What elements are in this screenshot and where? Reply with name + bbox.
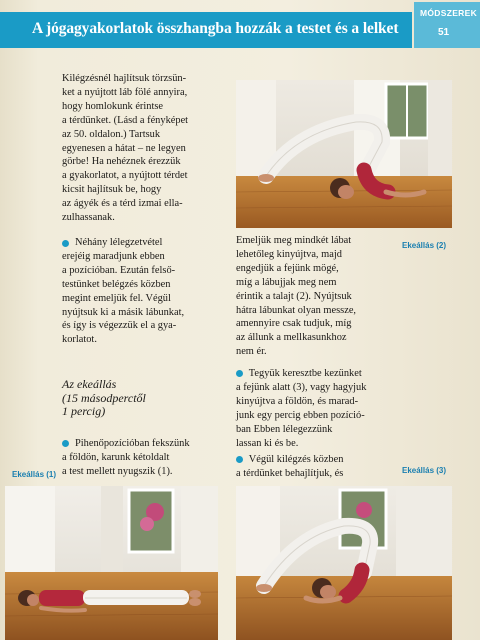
- caption-pose-2: Ekeállás (2): [402, 241, 447, 250]
- photo-plow-pose-3-image: [236, 486, 452, 640]
- caption-pose-1: Ekeállás (1): [12, 470, 57, 479]
- photo-plow-pose-1-image: [5, 486, 218, 640]
- photo-plow-pose-2-image: [236, 80, 452, 228]
- section-heading-plow: Az ekeállás (15 másodperctől 1 percig): [62, 377, 146, 418]
- right-paragraph-1: Emeljük meg mindkét lábat lehetőleg kinyújtva, majd engedjük a fejünk mögé, míg a lábujjak meg nem érintik a talajt (2). Nyújtsuk hátra lábunkat olyan messze, amennyire csak tudjuk, míg az állunk a mellkasunkhoz nem ér.: [236, 235, 357, 358]
- left-paragraph-3: Pihenőpozícióban fekszünk a földön, karunk kétoldalt a test mellett nyugszik (1).: [62, 438, 190, 477]
- photo-plow-pose-3: [236, 486, 452, 640]
- page-number: 51: [438, 27, 450, 38]
- right-paragraph-3: Végül kilégzés közben a térdünket behajlítjuk, és: [236, 454, 344, 479]
- photo-plow-pose-2: [236, 80, 452, 228]
- caption-pose-3: Ekeállás (3): [402, 466, 447, 475]
- right-paragraph-2: Tegyük keresztbe kezünket a fejünk alatt (3), vagy hagyjuk kinyújtva a földön, és marad- junk egy percig ebben pozíció- ban Ebben lélegezzünk lassan ki és be.: [236, 368, 367, 449]
- page-header-bar: [0, 12, 412, 48]
- page-title: A jógagyakorlatok összhangba hozzák a testet és a lelket: [32, 20, 399, 37]
- photo-plow-pose-1: [5, 486, 218, 640]
- section-label: MÓDSZEREK: [420, 8, 478, 18]
- left-paragraph-1: Kilégzésnél hajlítsuk törzsün- ket a nyújtott láb fölé annyira, hogy homlokunk érintse a térdünket. (Lásd a fényképet az 50. oldalon.) Tartsuk egyenesen a hátat – ne legyen görbe! Ha nehéznek érezzük a gyakorlatot, a nyújtott térdet kicsit hajlítsuk be, hogy az ágyék és a térd izmai ella- zulhassanak.: [62, 73, 189, 224]
- section-tab: [414, 2, 480, 48]
- left-paragraph-2: Néhány lélegzetvétel erejéig maradjunk ebben a pozícióban. Ezután felső- testünket belégzés közben megint emeljük fel. Végül nyújtsuk ki a másik lábunkat, és így is végezzük el a gya- korlatot.: [62, 237, 185, 346]
